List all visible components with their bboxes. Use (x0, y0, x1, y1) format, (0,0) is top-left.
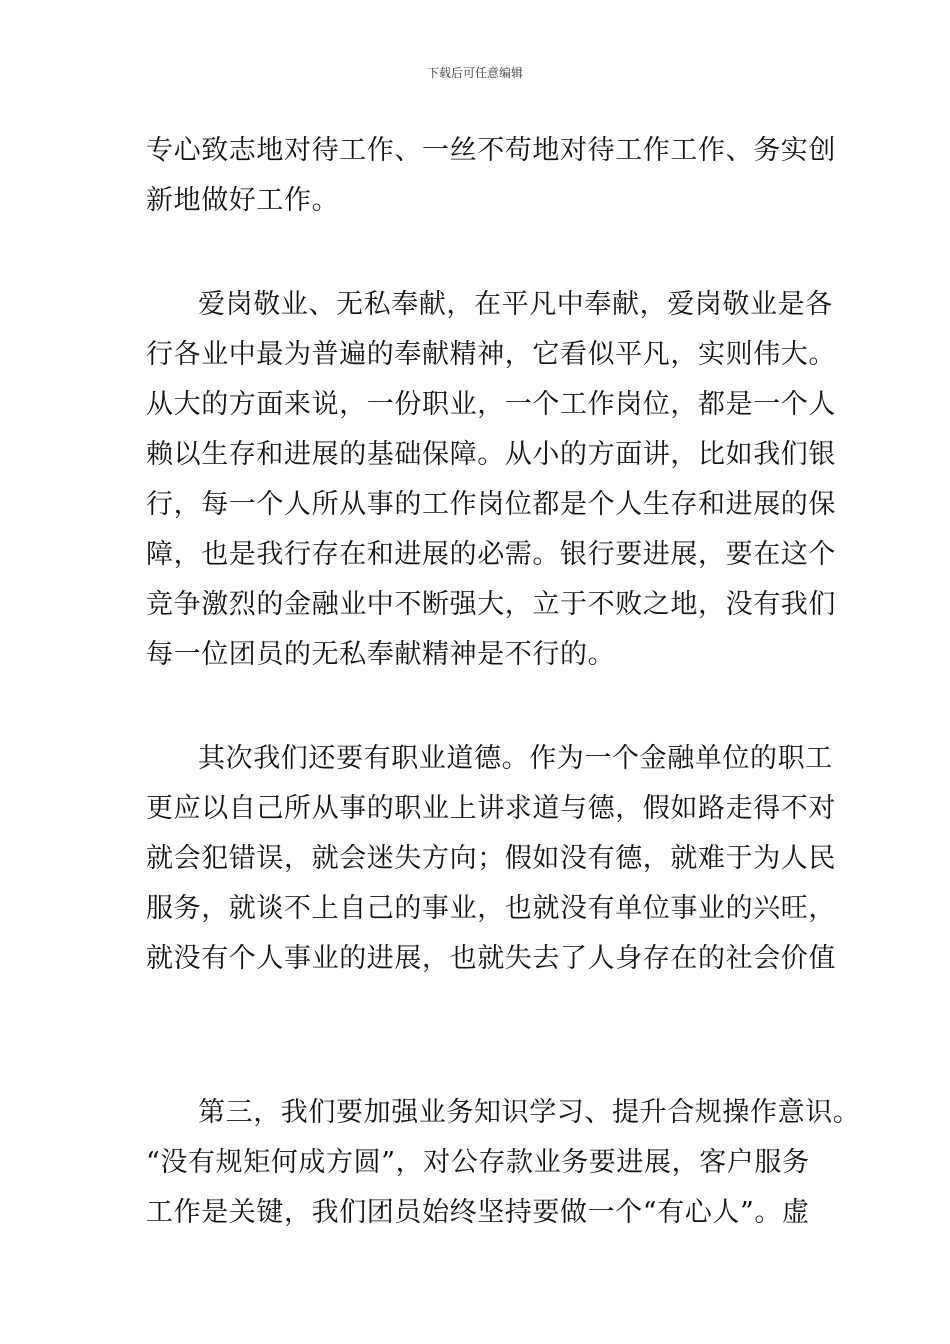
text-line: 行各业中最为普遍的奉献精神，它看似平凡，实则伟大。 (146, 339, 836, 370)
text-line: 赖以生存和进展的基础保障。从小的方面讲，比如我们银 (146, 439, 836, 470)
paragraph-spacer (146, 226, 816, 280)
text-line: 服务，就谈不上自己的事业，也就没有单位事业的兴旺， (146, 893, 836, 924)
paragraph-3 (146, 734, 836, 984)
text-line: 第三，我们要加强业务知识学习、提升合规操作意识。 (198, 1097, 861, 1128)
text-line: 更应以自己所从事的职业上讲求道与德，假如路走得不对 (146, 793, 836, 824)
text-line: 每一位团员的无私奉献精神是不行的。 (146, 639, 616, 670)
text-line: 爱岗敬业、无私奉献，在平凡中奉献，爱岗敬业是各 (198, 289, 833, 320)
document-body (146, 126, 861, 1238)
text-line: 其次我们还要有职业道德。作为一个金融单位的职工 (198, 743, 833, 774)
text-line: 障，也是我行存在和进展的必需。银行要进展，要在这个 (146, 539, 836, 570)
paragraph-2 (146, 280, 836, 680)
paragraph-spacer (146, 984, 816, 1088)
text-line: 从大的方面来说，一份职业，一个工作岗位，都是一个人 (146, 389, 836, 420)
text-line: 就会犯错误，就会迷失方向；假如没有德，就难于为人民 (146, 843, 836, 874)
text-line: 行，每一个人所从事的工作岗位都是个人生存和进展的保 (146, 489, 836, 520)
page-header: 下载后可任意编辑 (426, 66, 523, 80)
text-line: 新地做好工作。 (146, 185, 340, 216)
text-line: “没有规矩何成方圆”，对公存款业务要进展，客户服务 (146, 1147, 810, 1178)
text-line: 就没有个人事业的进展，也就失去了人身存在的社会价值 (146, 943, 836, 974)
paragraph-spacer (146, 680, 816, 734)
text-line: 工作是关键，我们团员始终坚持要做一个“有心人”。虚 (146, 1197, 810, 1228)
paragraph-4 (146, 1088, 861, 1238)
paragraph-1 (146, 126, 836, 226)
text-line: 竞争激烈的金融业中不断强大，立于不败之地，没有我们 (146, 589, 836, 620)
text-line: 专心致志地对待工作、一丝不苟地对待工作工作、务实创 (146, 135, 836, 166)
